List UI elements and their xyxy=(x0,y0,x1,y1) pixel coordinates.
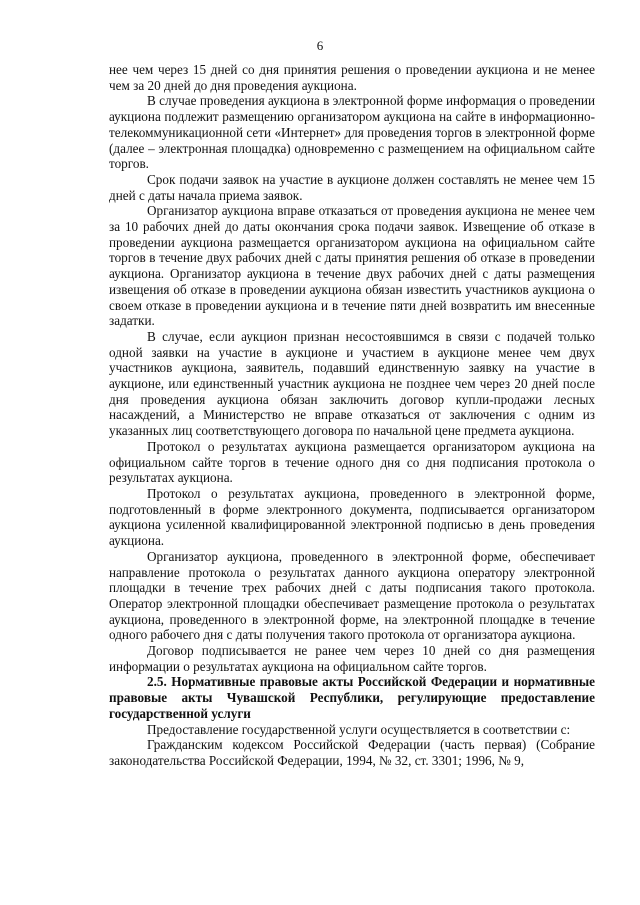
paragraph: Срок подачи заявок на участие в аукционе должен составлять не менее чем 15 дней с даты начала приема заявок. xyxy=(109,171,595,203)
section-heading: 2.5. Нормативные правовые акты Российской Федерации и нормативные правовые акты Чувашской Республики, регулирующие предоставление государственной услуги xyxy=(109,674,595,721)
paragraph: Протокол о результатах аукциона, проведенного в электронной форме, подготовленный в форме электронного документа, подписывается организатором аукциона усиленной квалифицированной электронной подписью в день проведения аукциона. xyxy=(109,485,595,549)
document-body xyxy=(109,62,595,769)
paragraph: нее чем через 15 дней со дня принятия решения о проведении аукциона и не менее чем за 20 дней до дня проведения аукциона. xyxy=(109,62,595,93)
paragraph: Организатор аукциона, проведенного в электронной форме, обеспечивает направление протокола о результатах данного аукциона оператору электронной площадки в течение трех рабочих дней с даты подписания такого протокола. Оператор электронной площадки обеспечивает размещение протокола о результатах аукциона, проведенного в электронной форме, на электронной площадке в течение одного рабочего дня с даты получения такого протокола от организатора аукциона. xyxy=(109,548,595,643)
paragraph: Организатор аукциона вправе отказаться от проведения аукциона не менее чем за 10 рабочих дней до даты окончания срока подачи заявок. Извещение об отказе в проведении аукциона размещается организатором аукциона на официальном сайте торгов в течение двух рабочих дней с даты принятия решения об отказе в проведении аукциона. Организатор аукциона в течение двух рабочих дней с даты размещения извещения об отказе в проведении аукциона обязан известить участников аукциона о своем отказе в проведении аукциона и в течение пяти дней возвратить им внесенные задатки. xyxy=(109,203,595,329)
paragraph: Предоставление государственной услуги осуществляется в соответствии с: xyxy=(147,721,571,737)
paragraph: В случае, если аукцион признан несостоявшимся в связи с подачей только одной заявки на участие в аукционе и участием в аукционе менее чем двух участников аукциона, заявитель, подавший единственную заявку на участие в аукционе, или единственный участник аукциона не позднее чем через 20 дней после дня проведения аукциона обязан заключить договор купли-продажи лесных насаждений, а Министерство не вправе отказаться от заключения с одним из указанных лиц соответствующего договора по начальной цене предмета аукциона. xyxy=(109,328,595,439)
paragraph: В случае проведения аукциона в электронной форме информация о проведении аукциона подлежит размещению организатором аукциона на сайте в информационно-телекоммуникационной сети «Интернет» для проведения торгов в электронной форме (далее – электронная площадка) одновременно с размещением на официальном сайте торгов. xyxy=(109,93,595,172)
paragraph: Протокол о результатах аукциона размещается организатором аукциона на официальном сайте торгов в течение одного дня со дня подписания протокола о результатах аукциона. xyxy=(109,438,595,486)
paragraph: Гражданским кодексом Российской Федерации (часть первая) (Собрание законодательства Российской Федерации, 1994, № 32, ст. 3301; 1996, № 9, xyxy=(109,737,595,768)
page-number: 6 xyxy=(316,38,324,53)
paragraph: Договор подписывается не ранее чем через 10 дней со дня размещения информации о результатах аукциона на официальном сайте торгов. xyxy=(109,643,595,674)
